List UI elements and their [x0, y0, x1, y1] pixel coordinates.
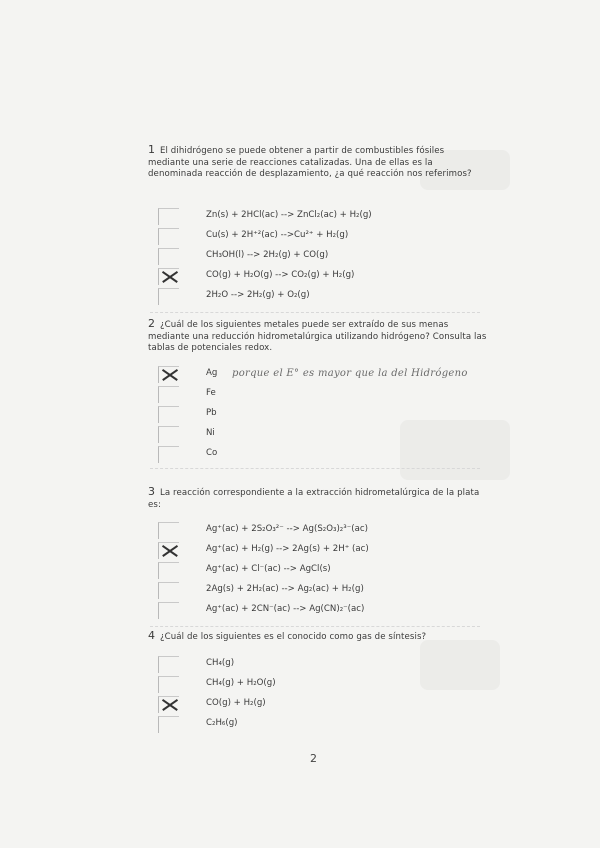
- checkbox[interactable]: [158, 582, 179, 599]
- checkbox-marked-x-icon[interactable]: [158, 542, 179, 559]
- option-text: Co: [206, 448, 218, 458]
- question-3: [148, 486, 488, 511]
- checkbox[interactable]: [158, 426, 179, 443]
- option-text: CO(g) + H₂(g): [206, 698, 266, 708]
- option-row[interactable]: [158, 676, 478, 696]
- option-row-selected[interactable]: [158, 268, 478, 288]
- checkbox[interactable]: [158, 248, 179, 265]
- question-2: [148, 318, 488, 355]
- checkbox[interactable]: [158, 288, 179, 305]
- option-text: Ag: [206, 368, 218, 378]
- checkbox-marked-x-icon[interactable]: [158, 366, 179, 383]
- option-row[interactable]: [158, 288, 478, 308]
- option-text: CH₃OH(l) --> 2H₂(g) + CO(g): [206, 250, 329, 260]
- checkbox[interactable]: [158, 676, 179, 693]
- checkbox[interactable]: [158, 446, 179, 463]
- checkbox[interactable]: [158, 386, 179, 403]
- handwritten-note: porque el E° es mayor que la del Hidrógeno: [232, 368, 468, 379]
- option-text: CO(g) + H₂O(g) --> CO₂(g) + H₂(g): [206, 270, 355, 280]
- option-row-selected[interactable]: [158, 542, 478, 562]
- option-row[interactable]: [158, 716, 478, 736]
- checkbox[interactable]: [158, 228, 179, 245]
- question-4: [148, 630, 488, 644]
- question-1: [148, 144, 488, 181]
- option-row[interactable]: [158, 228, 478, 248]
- question-number: 1: [148, 143, 156, 156]
- option-text: Ni: [206, 428, 215, 438]
- question-number: 4: [148, 629, 156, 642]
- question-text: La reacción correspondiente a la extracción hidrometalúrgica de la plata es:: [148, 488, 480, 510]
- checkbox[interactable]: [158, 716, 179, 733]
- option-text: 2Ag(s) + 2H₂(ac) --> Ag₂(ac) + H₂(g): [206, 584, 364, 594]
- divider: [150, 468, 480, 469]
- question-text: ¿Cuál de los siguientes metales puede ser extraído de sus menas mediante una reducción hidrometalúrgica utilizando hidrógeno? Consulta las tablas de potenciales redox.: [148, 320, 487, 353]
- option-row[interactable]: [158, 248, 478, 268]
- checkbox[interactable]: [158, 602, 179, 619]
- checkbox[interactable]: [158, 208, 179, 225]
- divider: [150, 626, 480, 627]
- divider: [150, 312, 480, 313]
- option-row[interactable]: [158, 446, 478, 466]
- option-text: Ag⁺(ac) + H₂(g) --> 2Ag(s) + 2H⁺ (ac): [206, 544, 369, 554]
- option-text: Ag⁺(ac) + 2S₂O₃²⁻ --> Ag(S₂O₃)₂³⁻(ac): [206, 524, 368, 534]
- option-row[interactable]: [158, 208, 478, 228]
- checkbox[interactable]: [158, 406, 179, 423]
- question-text: El dihidrógeno se puede obtener a partir de combustibles fósiles mediante una serie de reacciones catalizadas. Una de ellas es la denominada reacción de desplazamiento, ¿a qué reacción nos referimos?: [148, 146, 472, 179]
- option-row[interactable]: [158, 522, 478, 542]
- question-text: ¿Cuál de los siguientes es el conocido como gas de síntesis?: [159, 632, 427, 642]
- question-number: 3: [148, 485, 156, 498]
- option-text: CH₄(g) + H₂O(g): [206, 678, 276, 688]
- option-text: Cu(s) + 2H⁺²(ac) -->Cu²⁺ + H₂(g): [206, 230, 349, 240]
- option-row[interactable]: [158, 386, 478, 406]
- option-text: 2H₂O --> 2H₂(g) + O₂(g): [206, 290, 310, 300]
- option-text: Ag⁺(ac) + Cl⁻(ac) --> AgCl(s): [206, 564, 331, 574]
- option-text: Pb: [206, 408, 217, 418]
- option-text: Fe: [206, 388, 216, 398]
- option-text: Ag⁺(ac) + 2CN⁻(ac) --> Ag(CN)₂⁻(ac): [206, 604, 365, 614]
- option-row[interactable]: [158, 406, 478, 426]
- question-number: 2: [148, 317, 156, 330]
- option-row[interactable]: [158, 582, 478, 602]
- checkbox[interactable]: [158, 562, 179, 579]
- option-text: Zn(s) + 2HCl(ac) --> ZnCl₂(ac) + H₂(g): [206, 210, 372, 220]
- option-row[interactable]: [158, 562, 478, 582]
- option-row[interactable]: [158, 656, 478, 676]
- checkbox-marked-x-icon[interactable]: [158, 268, 179, 285]
- page-number: 2: [310, 752, 317, 765]
- checkbox[interactable]: [158, 656, 179, 673]
- option-row[interactable]: [158, 426, 478, 446]
- option-text: CH₄(g): [206, 658, 235, 668]
- checkbox-marked-x-icon[interactable]: [158, 696, 179, 713]
- checkbox[interactable]: [158, 522, 179, 539]
- option-row-selected[interactable]: [158, 696, 478, 716]
- option-row[interactable]: [158, 602, 478, 622]
- option-text: C₂H₆(g): [206, 718, 238, 728]
